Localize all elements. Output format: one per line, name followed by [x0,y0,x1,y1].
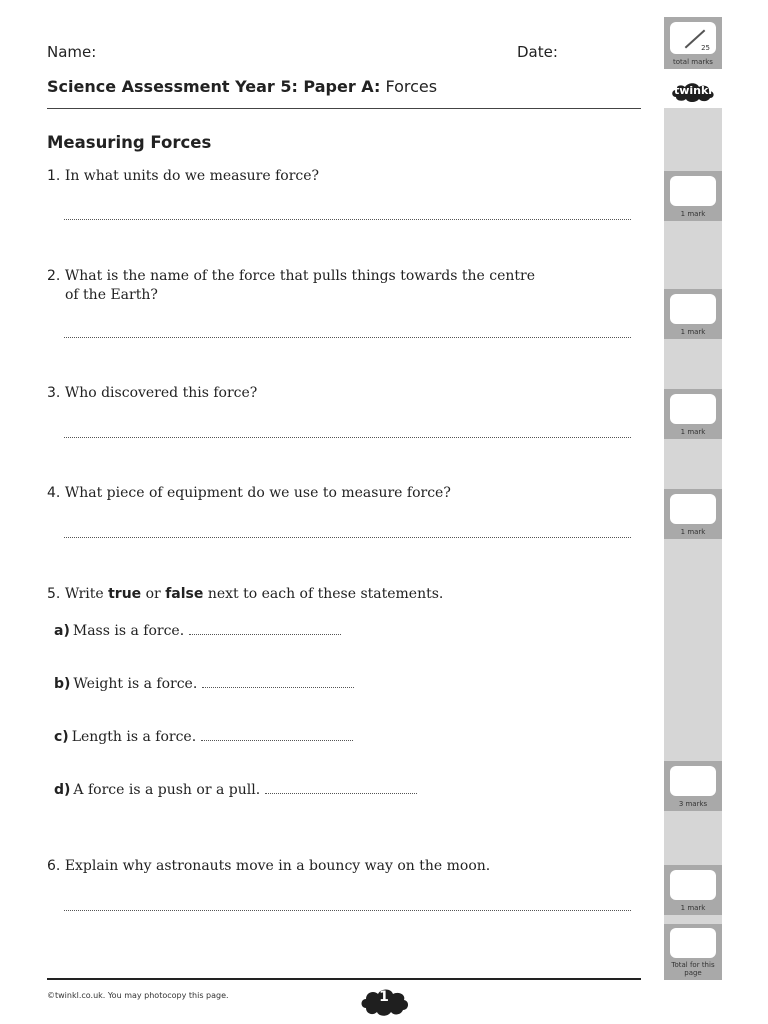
statement-b [54,676,354,692]
question-number: 5. [47,586,61,602]
page-title [47,77,437,96]
page-total-box[interactable] [670,928,716,958]
header-rule [47,108,641,109]
section-title: Measuring Forces [47,133,212,152]
statement-text: Weight is a force. [73,676,198,692]
mark-input-box[interactable] [670,176,716,206]
page-number: 1 [379,989,389,1005]
question-text-continued: of the Earth? [65,287,158,303]
mark-box-q2 [664,289,722,339]
question-text: In what units do we measure force? [64,168,320,184]
question-3 [47,384,647,403]
question-text: or [145,586,161,602]
statement-text: Mass is a force. [72,623,185,639]
mark-label: 1 mark [680,428,706,436]
answer-line-5d[interactable] [265,782,417,794]
statement-text: Length is a force. [71,729,197,745]
answer-line-5c[interactable] [201,729,353,741]
question-text: Explain why astronauts move in a bouncy way on the moon. [64,858,491,874]
mark-box-q6 [664,865,722,915]
answer-line-2[interactable] [64,337,631,338]
answer-line-5b[interactable] [202,676,354,688]
question-text: Who discovered this force? [64,385,258,401]
total-marks-number: 25 [701,44,710,52]
mark-box-q1 [664,171,722,221]
mark-label: 1 mark [680,328,706,336]
mark-input-box[interactable] [670,870,716,900]
question-6 [47,857,647,876]
footer-rule [47,978,641,980]
question-number: 1. [47,168,61,184]
keyword-false: false [165,586,204,602]
question-4 [47,484,647,503]
mark-label: 1 mark [680,210,706,218]
statement-d [54,782,417,798]
date-label: Date: [517,43,558,61]
page-total-block [664,924,722,980]
mark-label: 1 mark [680,528,706,536]
question-number: 3. [47,385,61,401]
question-text: next to each of these statements. [207,586,444,602]
answer-line-6[interactable] [64,910,631,911]
question-2 [47,267,647,305]
mark-input-box[interactable] [670,766,716,796]
statement-letter: a) [54,623,70,639]
answer-line-3[interactable] [64,437,631,438]
mark-box-q4 [664,489,722,539]
statement-a [54,623,341,639]
mark-input-box[interactable] [670,494,716,524]
mark-box-q5 [664,761,722,811]
total-marks-label: total marks [673,58,713,66]
marks-margin-strip [664,108,722,980]
keyword-true: true [108,586,142,602]
question-text: Write [64,586,104,602]
answer-line-5a[interactable] [189,623,341,635]
question-number: 2. [47,268,61,284]
question-1 [47,167,647,186]
statement-text: A force is a push or a pull. [73,782,261,798]
statement-letter: c) [54,729,69,745]
copyright-notice: ©twinkl.co.uk. You may photocopy this page. [47,991,229,1000]
statement-c [54,729,353,745]
question-text: What piece of equipment do we use to measure force? [64,485,451,501]
page-title-main: Science Assessment Year 5: Paper A: [47,77,381,96]
question-text: What is the name of the force that pulls things towards the centre [64,268,535,284]
page-total-label: Total for this page [671,961,715,977]
twinkl-logo-text: twinkl [673,84,713,97]
statement-letter: d) [54,782,71,798]
answer-line-4[interactable] [64,537,631,538]
page-title-topic: Forces [385,77,438,96]
mark-box-q3 [664,389,722,439]
statement-letter: b) [54,676,71,692]
mark-input-box[interactable] [670,394,716,424]
mark-label: 1 mark [680,904,706,912]
mark-input-box[interactable] [670,294,716,324]
question-number: 4. [47,485,61,501]
question-5 [47,585,647,604]
total-marks-block [664,17,722,69]
answer-line-1[interactable] [64,219,631,220]
question-number: 6. [47,858,61,874]
mark-label: 3 marks [678,800,708,808]
total-marks-box[interactable] [670,22,716,54]
name-label: Name: [47,43,97,61]
